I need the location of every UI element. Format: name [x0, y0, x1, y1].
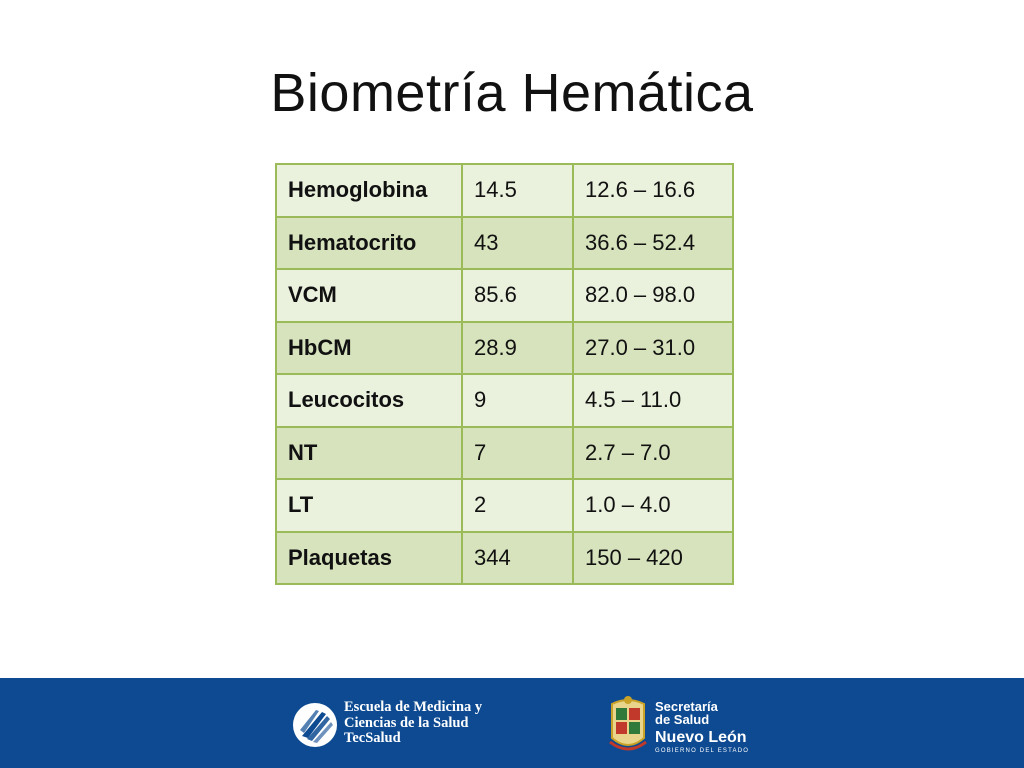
- school-line-1: Escuela de Medicina y: [344, 699, 483, 715]
- range-cell: 4.5 – 11.0: [573, 374, 733, 427]
- table-row: [276, 532, 733, 585]
- value-cell: 85.6: [462, 269, 573, 322]
- parameter-cell: Hematocrito: [276, 217, 462, 270]
- school-line-2: Ciencias de la Salud: [344, 714, 469, 731]
- state-line-4: GOBIERNO DEL ESTADO: [655, 748, 750, 754]
- range-cell: 12.6 – 16.6: [573, 164, 733, 217]
- table-row: [276, 164, 733, 217]
- parameter-cell: HbCM: [276, 322, 462, 375]
- table-row: [276, 217, 733, 270]
- value-cell: 9: [462, 374, 573, 427]
- parameter-cell: LT: [276, 479, 462, 532]
- state-line-1: Secretaría: [655, 699, 718, 714]
- coat-of-arms-icon: [606, 694, 650, 756]
- parameter-cell: Leucocitos: [276, 374, 462, 427]
- slide-title: Biometría Hemática: [270, 63, 754, 123]
- state-line-3: Nuevo León: [655, 729, 747, 746]
- school-line-3: TecSalud: [344, 730, 401, 746]
- range-cell: 150 – 420: [573, 532, 733, 585]
- value-cell: 28.9: [462, 322, 573, 375]
- parameter-cell: Plaquetas: [276, 532, 462, 585]
- parameter-cell: NT: [276, 427, 462, 480]
- footer-bar: [0, 678, 1024, 768]
- table-row: [276, 427, 733, 480]
- parameter-cell: VCM: [276, 269, 462, 322]
- value-cell: 344: [462, 532, 573, 585]
- parameter-cell: Hemoglobina: [276, 164, 462, 217]
- range-cell: 1.0 – 4.0: [573, 479, 733, 532]
- table-row: [276, 479, 733, 532]
- table-row: [276, 322, 733, 375]
- biometry-table: [275, 163, 734, 585]
- state-line-2: de Salud: [655, 712, 710, 727]
- school-name: [344, 700, 482, 747]
- value-cell: 14.5: [462, 164, 573, 217]
- range-cell: 82.0 – 98.0: [573, 269, 733, 322]
- range-cell: 27.0 – 31.0: [573, 322, 733, 375]
- value-cell: 2: [462, 479, 573, 532]
- value-cell: 43: [462, 217, 573, 270]
- table-row: [276, 374, 733, 427]
- table-row: [276, 269, 733, 322]
- range-cell: 2.7 – 7.0: [573, 427, 733, 480]
- torch-logo-icon: [292, 702, 338, 748]
- state-name: [655, 700, 749, 755]
- range-cell: 36.6 – 52.4: [573, 217, 733, 270]
- value-cell: 7: [462, 427, 573, 480]
